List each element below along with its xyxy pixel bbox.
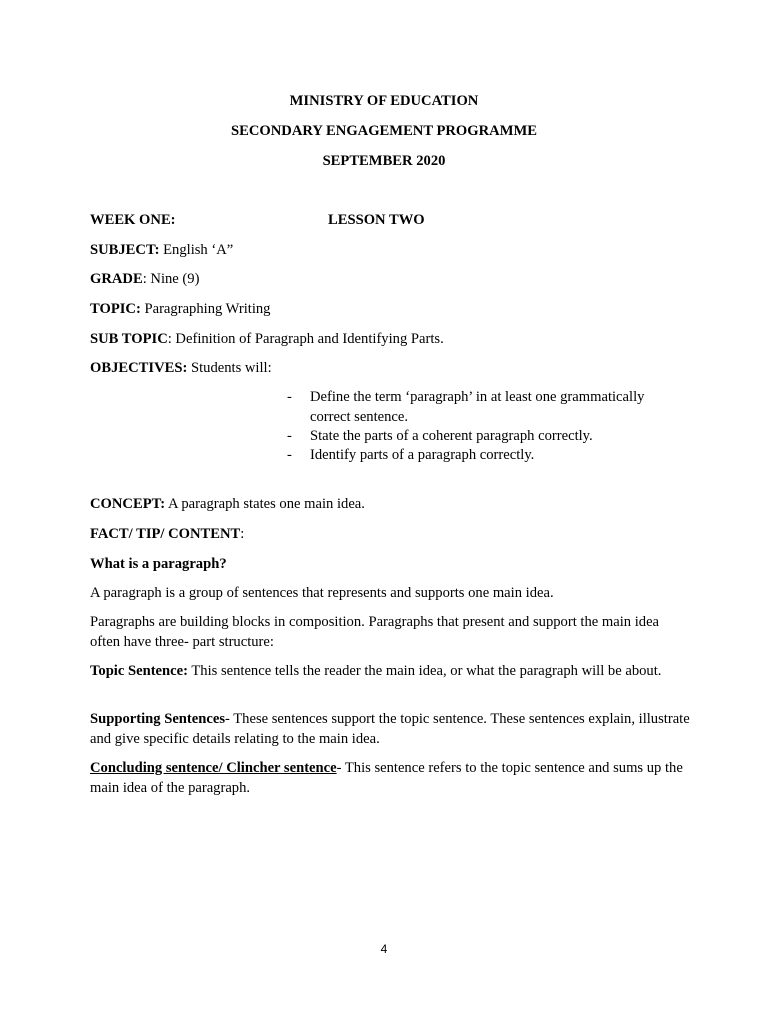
list-item: Define the term ‘paragraph’ in at least one grammatically correct sentence. — [310, 389, 645, 425]
subtopic-value: : Definition of Paragraph and Identifying Parts. — [167, 331, 444, 347]
fact-value: : — [240, 526, 245, 542]
concluding-sentence-paragraph — [90, 759, 690, 798]
subtopic-label: SUB TOPIC — [90, 331, 168, 347]
lesson-label: LESSON TWO — [328, 212, 425, 228]
topic-line — [90, 299, 690, 319]
date-heading: SEPTEMBER 2020 — [322, 153, 446, 169]
topic-sentence-paragraph — [90, 662, 690, 682]
topic-sentence-text: This sentence tells the reader the main idea, or what the paragraph will be about. — [187, 663, 662, 679]
subtopic-line — [90, 329, 690, 349]
concept-line — [90, 494, 690, 514]
list-item-dash: - — [287, 389, 292, 405]
concept-label: CONCEPT: — [90, 496, 166, 512]
objectives-value: Students will: — [187, 360, 272, 376]
topic-value: Paragraphing Writing — [140, 301, 271, 317]
topic-label: TOPIC: — [90, 301, 141, 317]
fact-label: FACT/ TIP/ CONTENT — [90, 526, 241, 542]
subject-value: English ‘A” — [159, 242, 234, 258]
definition-text: A paragraph is a group of sentences that represents and supports one main idea. — [90, 585, 554, 601]
programme-heading: SECONDARY ENGAGEMENT PROGRAMME — [231, 123, 537, 139]
subject-line — [90, 240, 690, 260]
list-item: State the parts of a coherent paragraph correctly. — [310, 428, 593, 444]
week-label: WEEK ONE: — [90, 212, 176, 228]
grade-line — [90, 269, 690, 289]
subject-label: SUBJECT: — [90, 242, 160, 258]
list-item: Identify parts of a paragraph correctly. — [310, 447, 535, 463]
ministry-heading: MINISTRY OF EDUCATION — [289, 93, 479, 109]
concluding-sentence-label: Concluding sentence/ Clincher sentence — [90, 760, 337, 776]
grade-label: GRADE — [90, 271, 143, 287]
concept-value: A paragraph states one main idea. — [165, 496, 365, 512]
concluding-sentence-text: - This sentence refers to the topic sentence and sums up the main idea of the paragraph. — [90, 760, 683, 796]
supporting-sentences-text: - These sentences support the topic sentence. These sentences explain, illustrate and give specific details relating to the main idea. — [90, 711, 690, 747]
objectives-line — [90, 358, 690, 378]
list-item-dash: - — [287, 428, 292, 444]
topic-sentence-label: Topic Sentence: — [90, 663, 188, 679]
section-question: What is a paragraph? — [90, 556, 227, 572]
grade-value: : Nine (9) — [142, 271, 200, 287]
page-number: 4 — [380, 942, 388, 956]
supporting-sentences-paragraph — [90, 710, 690, 749]
objectives-label: OBJECTIVES: — [90, 360, 188, 376]
supporting-sentences-label: Supporting Sentences — [90, 711, 226, 727]
fact-line — [90, 524, 690, 544]
list-item-dash: - — [287, 447, 292, 463]
intro-paragraph: Paragraphs are building blocks in composition. Paragraphs that present and support the main idea often have three- part structure: — [90, 614, 660, 650]
